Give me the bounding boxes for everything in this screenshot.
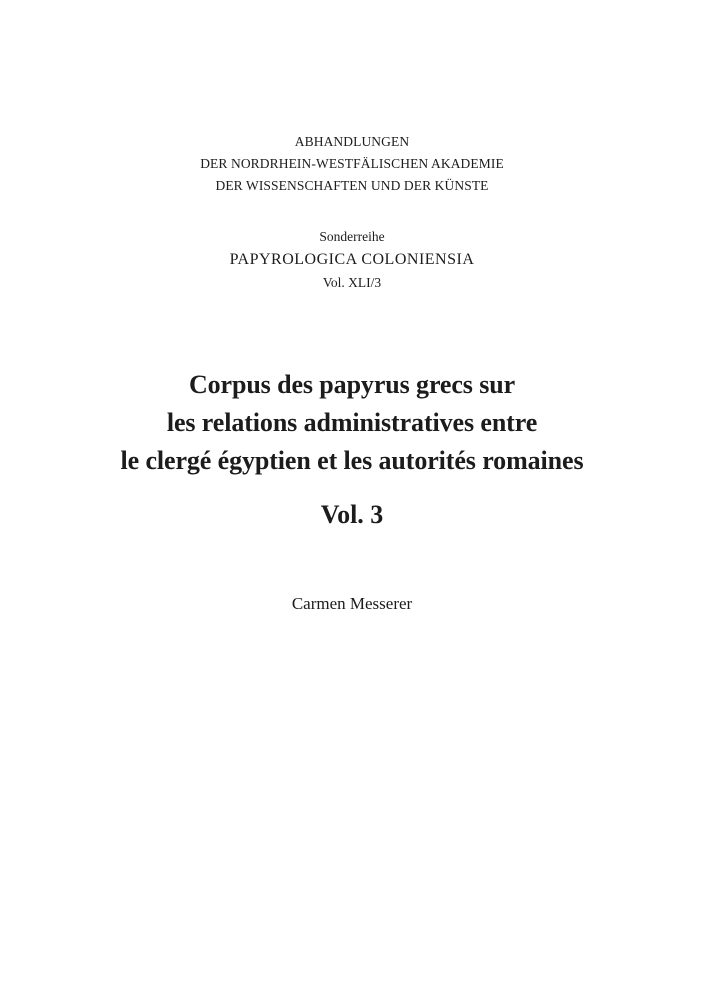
subseries-volume: Vol. XLI/3 bbox=[322, 275, 382, 290]
series-line-2: DER NORDRHEIN-WESTFÄLISCHEN AKADEMIE bbox=[200, 156, 504, 171]
series-line-1: ABHANDLUNGEN bbox=[294, 134, 410, 149]
subseries-heading bbox=[0, 226, 704, 294]
book-title bbox=[0, 366, 704, 480]
subseries-label: Sonderreihe bbox=[319, 229, 385, 244]
title-line-3: le clergé égyptien et les autorités romaines bbox=[120, 446, 584, 475]
author-name: Carmen Messerer bbox=[291, 594, 413, 613]
series-line-3: DER WISSENSCHAFTEN UND DER KÜNSTE bbox=[215, 178, 489, 193]
title-line-1: Corpus des papyrus grecs sur bbox=[188, 370, 516, 399]
title-line-2: les relations administratives entre bbox=[166, 408, 538, 437]
volume-heading bbox=[0, 497, 704, 533]
series-heading bbox=[0, 131, 704, 197]
subseries-name: PAPYROLOGICA COLONIENSIA bbox=[229, 251, 475, 268]
volume-number: Vol. 3 bbox=[320, 500, 384, 529]
author-block bbox=[0, 591, 704, 617]
